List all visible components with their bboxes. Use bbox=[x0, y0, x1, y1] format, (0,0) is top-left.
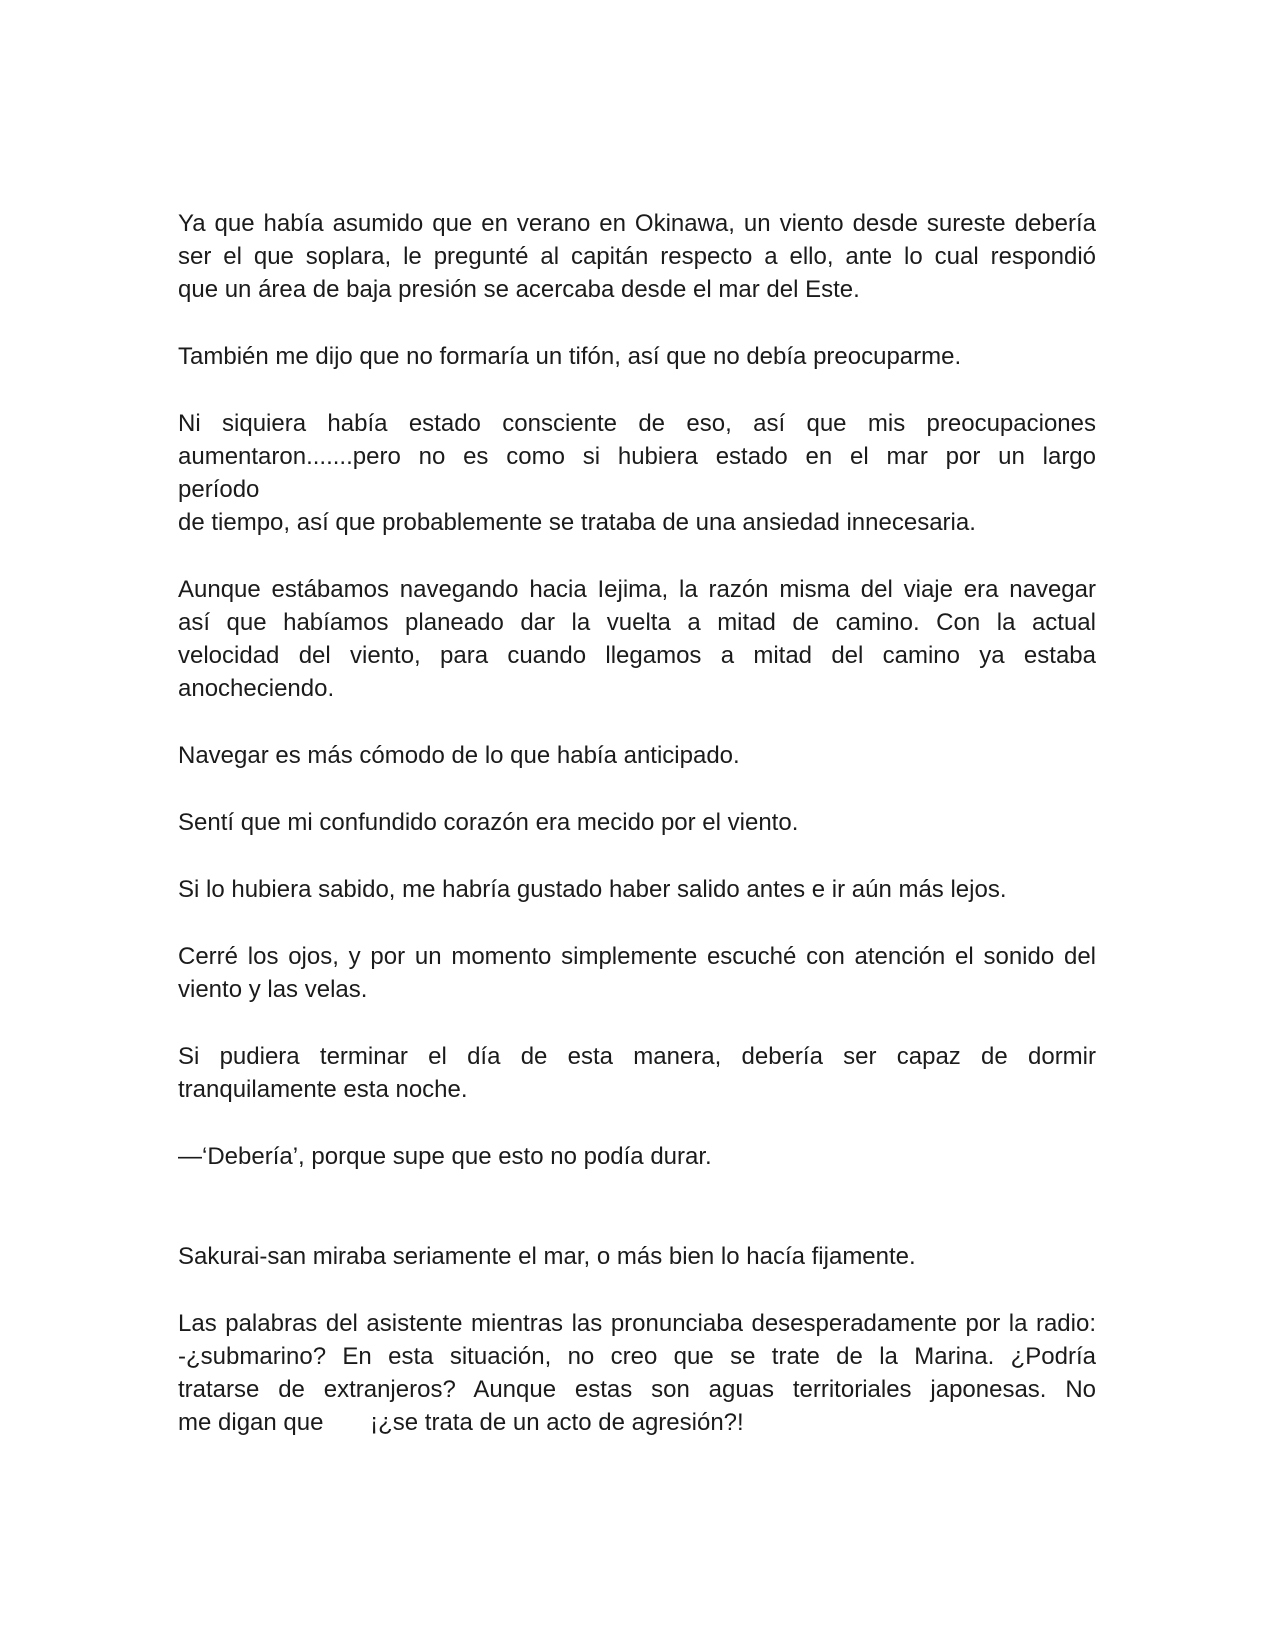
text-line: Si lo hubiera sabido, me habría gustado haber salido antes e ir aún más lejos. bbox=[178, 876, 1007, 903]
paragraph-p9 bbox=[178, 1040, 1096, 1106]
text-line: anocheciendo. bbox=[178, 675, 335, 702]
text-line: tranquilamente esta noche. bbox=[178, 1076, 468, 1103]
text-line: de tiempo, así que probablemente se trataba de una ansiedad innecesaria. bbox=[178, 509, 976, 536]
text-line: velocidad del viento, para cuando llegamos a mitad del camino ya estaba bbox=[178, 642, 1096, 669]
text-line: viento y las velas. bbox=[178, 976, 368, 1003]
paragraph-p1 bbox=[178, 207, 1096, 306]
text-line: me digan que ¡¿se trata de un acto de agresión?! bbox=[178, 1409, 744, 1436]
text-line: aumentaron.......pero no es como si hubiera estado en el mar por un largo bbox=[178, 443, 1096, 470]
text-line: Navegar es más cómodo de lo que había anticipado. bbox=[178, 742, 740, 769]
paragraph-p7 bbox=[178, 873, 1096, 906]
text-line: Aunque estábamos navegando hacia Iejima, la razón misma del viaje era navegar bbox=[178, 576, 1096, 603]
paragraph-p12 bbox=[178, 1307, 1096, 1439]
paragraph-p5 bbox=[178, 739, 1096, 772]
text-line: ser el que soplara, le pregunté al capitán respecto a ello, ante lo cual respondió bbox=[178, 243, 1096, 270]
text-line: que un área de baja presión se acercaba desde el mar del Este. bbox=[178, 276, 860, 303]
text-line: Las palabras del asistente mientras las pronunciaba desesperadamente por la radio: bbox=[178, 1310, 1096, 1337]
paragraph-p3 bbox=[178, 407, 1096, 539]
text-line: período bbox=[178, 476, 260, 503]
text-line: Ni siquiera había estado consciente de eso, así que mis preocupaciones bbox=[178, 410, 1096, 437]
paragraph-p2 bbox=[178, 340, 1096, 373]
text-line: Sentí que mi confundido corazón era mecido por el viento. bbox=[178, 809, 799, 836]
paragraph-p8 bbox=[178, 940, 1096, 1006]
paragraph-p10 bbox=[178, 1140, 1096, 1173]
paragraph-p6 bbox=[178, 806, 1096, 839]
text-line: Ya que había asumido que en verano en Okinawa, un viento desde sureste debería bbox=[178, 210, 1096, 237]
text-line: Sakurai-san miraba seriamente el mar, o más bien lo hacía fijamente. bbox=[178, 1243, 916, 1270]
text-line: así que habíamos planeado dar la vuelta a mitad de camino. Con la actual bbox=[178, 609, 1096, 636]
text-line: —‘Debería’, porque supe que esto no podía durar. bbox=[178, 1143, 712, 1170]
text-column bbox=[178, 207, 1096, 1439]
text-line: También me dijo que no formaría un tifón, así que no debía preocuparme. bbox=[178, 343, 962, 370]
paragraph-p4 bbox=[178, 573, 1096, 705]
paragraph-p11 bbox=[178, 1240, 1096, 1273]
text-line: tratarse de extranjeros? Aunque estas son aguas territoriales japonesas. No bbox=[178, 1376, 1096, 1403]
text-line: -¿submarino? En esta situación, no creo que se trate de la Marina. ¿Podría bbox=[178, 1343, 1096, 1370]
text-line: Cerré los ojos, y por un momento simplemente escuché con atención el sonido del bbox=[178, 943, 1096, 970]
text-line: Si pudiera terminar el día de esta manera, debería ser capaz de dormir bbox=[178, 1043, 1096, 1070]
